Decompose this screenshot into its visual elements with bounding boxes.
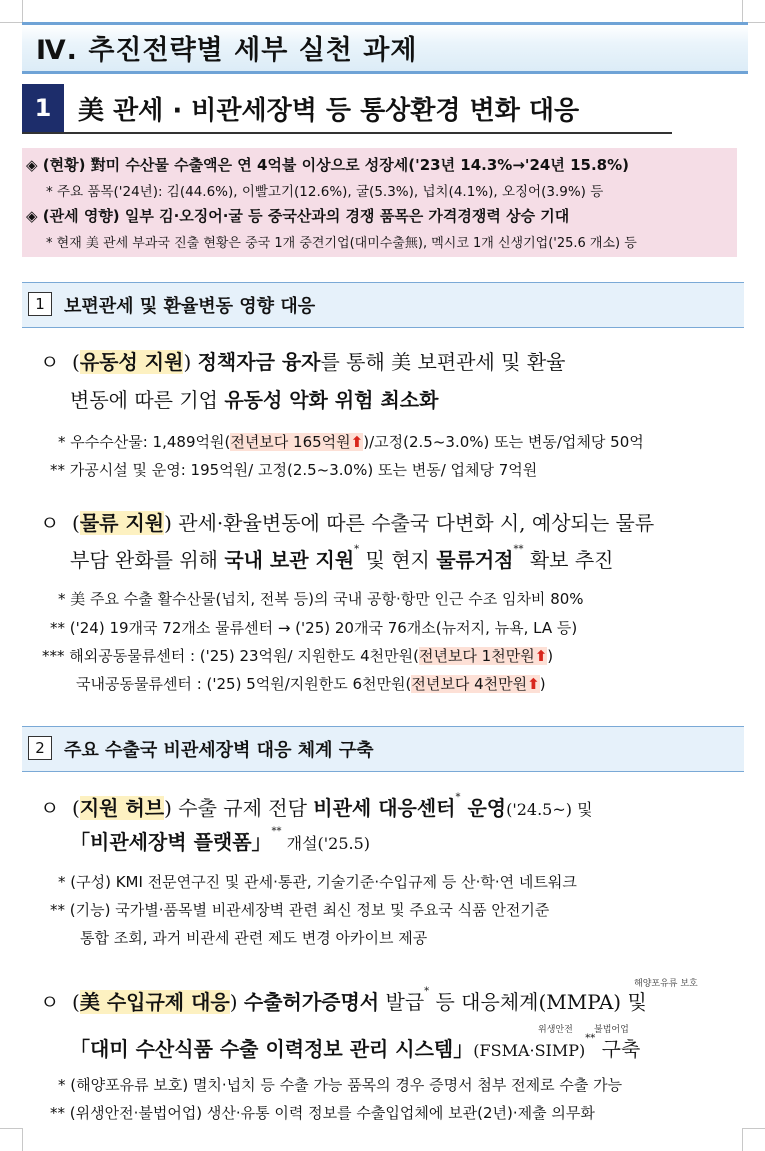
bullet-text: 관세·환율변동에 따른 수출국 다변화 시, 예상되는 물류	[171, 511, 655, 535]
ruby-annotation: 해양포유류 보호	[634, 979, 698, 989]
note-text: )	[547, 647, 554, 665]
note-highlight	[411, 675, 539, 693]
bullet-bold: 「비관세장벽 플랫폼」	[70, 830, 272, 854]
bullet-text: 구축	[595, 1037, 641, 1061]
subsection-header	[22, 282, 744, 328]
section-header	[22, 84, 672, 134]
bullet-text: 확보 추진	[523, 548, 614, 572]
chapter-header	[22, 22, 748, 74]
note-highlight-text: 전년보다 165억원	[230, 433, 351, 451]
bullet-text: 를 통해 美 보편관세 및 환율	[320, 350, 566, 374]
footnote-mark: **	[271, 826, 282, 837]
note-line: 통합 조회, 과거 비관세 관련 제도 변경 아카이브 제공	[80, 929, 428, 947]
bullet-text: ('24.5~) 및	[506, 800, 593, 819]
note-line: * (구성) KMI 전문연구진 및 관세·통관, 기술기준·수입규제 등 산·학·연 네트워크	[58, 873, 577, 891]
note-text: *** 해외공동물류센터 : ('25) 23억원/ 지원한도 4천만원(	[42, 647, 419, 665]
subsection-title: 주요 수출국 비관세장벽 대응 체계 구축	[64, 740, 374, 761]
bullet-text: 부담 완화를 위해	[70, 548, 225, 572]
summary-line: ◈ (관세 영향) 일부 김·오징어·굴 등 중국산과의 경쟁 품목은 가격경쟁력 상승 기대	[26, 207, 570, 225]
bullet-text: 발급	[379, 990, 425, 1014]
bullet-text: 변동에 따른 기업	[70, 388, 225, 412]
footnote-mark: *	[354, 544, 360, 555]
bullet-bold: 「대미 수산식품 수출 이력정보 관리 시스템」	[70, 1037, 474, 1061]
summary-note: * 주요 품목('24년): 김(44.6%), 이빨고기(12.6%), 굴(5.3%), 넙치(4.1%), 오징어(3.9%) 등	[46, 184, 604, 200]
bullet-line: ㅇ (물류 지원) 관세·환율변동에 따른 수출국 다변화 시, 예상되는 물류	[40, 511, 655, 535]
bullet-bold: 유동성 악화 위험 최소화	[224, 388, 439, 412]
bullet-text: 개설('25.5)	[281, 834, 371, 853]
summary-line: ◈ (현황) 對미 수산물 수출액은 연 4억불 이상으로 성장세('23년 14.3%→'24년 15.8%)	[26, 156, 629, 174]
subsection-title: 보편관세 및 환율변동 영향 대응	[64, 296, 316, 317]
bullet-tag: 물류 지원	[79, 511, 165, 535]
bullet-line: ㅇ (유동성 지원) 정책자금 융자를 통해 美 보편관세 및 환율	[40, 350, 566, 374]
note-line: * (해양포유류 보호) 멸치·넙치 등 수출 가능 품목의 경우 증명서 첨부 전제로 수출 가능	[58, 1076, 623, 1094]
bullet-text: 수출 규제 전담	[171, 796, 314, 820]
bullet-line	[70, 826, 370, 855]
note-line: ** ('24) 19개국 72개소 물류센터 → ('25) 20개국 76개소(뉴저지, 뉴욕, LA 등)	[50, 619, 578, 637]
summary-note: * 현재 美 관세 부과국 진출 현황은 중국 1개 중견기업(대미수출無), 멕시코 1개 신생기업('25.6 개소) 등	[46, 236, 637, 251]
bullet-bold: 정책자금 융자	[197, 350, 321, 374]
summary-box	[22, 148, 737, 257]
bullet-bold: 비관세 대응센터	[313, 796, 456, 820]
subsection-number: 2	[28, 736, 52, 760]
ruby-annotation: 위생안전	[538, 1025, 573, 1035]
bullet-text: 등 대응체계(MMPA) 및	[429, 990, 647, 1014]
section-number: 1	[22, 84, 64, 132]
ruby-annotation: 불법어업	[594, 1025, 629, 1035]
bullet-text: 및 현지	[359, 548, 437, 572]
bullet-mark: ㅇ	[40, 350, 60, 374]
chapter-title: Ⅳ. 추진전략별 세부 실천 과제	[36, 35, 418, 66]
bullet-line	[70, 1033, 640, 1062]
up-arrow-icon: ⬆	[534, 647, 548, 665]
bullet-bold: 운영	[460, 796, 507, 820]
section-title: 美 관세 · 비관세장벽 등 통상환경 변화 대응	[78, 96, 580, 126]
note-highlight-text: 전년보다 1천만원	[418, 647, 535, 665]
page-corner-mark	[0, 1128, 23, 1151]
bullet-mark: ㅇ	[40, 796, 60, 820]
bullet-bold: 물류거점	[436, 548, 514, 572]
bullet-line: ㅇ (지원 허브) 수출 규제 전담 비관세 대응센터* 운영('24.5~) 및	[40, 792, 593, 820]
bullet-tag: 美 수입규제 대응	[79, 990, 230, 1014]
bullet-line	[70, 384, 438, 413]
note-highlight	[419, 647, 547, 665]
footnote-mark: **	[513, 544, 524, 555]
note-line: ** 가공시설 및 운영: 195억원/ 고정(2.5~3.0%) 또는 변동/ 업체당 7억원	[50, 461, 538, 479]
bullet-tag: 지원 허브	[79, 796, 165, 820]
note-line: ** (기능) 국가별·품목별 비관세장벽 관련 최신 정보 및 주요국 식품 안전기준	[50, 901, 550, 919]
bullet-mark: ㅇ	[40, 511, 60, 535]
note-highlight	[230, 433, 363, 451]
footnote-mark: *	[455, 792, 461, 803]
page-corner-mark	[0, 0, 23, 23]
page-corner-mark	[742, 1128, 765, 1151]
note-line	[76, 673, 546, 694]
note-line	[58, 431, 644, 452]
note-line: * 美 주요 수출 활수산물(넙치, 전복 등)의 국내 공항·항만 인근 수조 임차비 80%	[58, 590, 584, 608]
bullet-text: (FSMA·SIMP)	[473, 1041, 586, 1060]
up-arrow-icon: ⬆	[527, 675, 540, 693]
footnote-mark: *	[424, 986, 430, 997]
bullet-bold: 수출허가증명서	[243, 990, 380, 1014]
footnote-mark: **	[585, 1033, 596, 1044]
note-line: ** (위생안전·불법어업) 생산·유통 이력 정보를 수출입업체에 보관(2년)·제출 의무화	[50, 1104, 595, 1122]
bullet-bold: 국내 보관 지원	[224, 548, 355, 572]
note-text: )	[539, 675, 546, 693]
note-text: * 우수수산물: 1,489억원(	[58, 433, 231, 451]
subsection-number: 1	[28, 292, 52, 316]
page-corner-mark	[742, 0, 765, 23]
note-line	[42, 645, 553, 666]
note-highlight-text: 전년보다 4천만원	[411, 675, 528, 693]
up-arrow-icon: ⬆	[350, 433, 364, 451]
subsection-header	[22, 726, 744, 772]
bullet-mark: ㅇ	[40, 990, 60, 1014]
note-text: 국내공동물류센터 : ('25) 5억원/지원한도 6천만원(	[76, 675, 412, 693]
bullet-tag: 유동성 지원	[79, 350, 184, 374]
bullet-line	[70, 544, 614, 573]
bullet-line: ㅇ (美 수입규제 대응) 수출허가증명서 발급* 등 대응체계(MMPA) 및	[40, 986, 647, 1014]
note-text: )/고정(2.5~3.0%) 또는 변동/업체당 50억	[363, 433, 644, 451]
